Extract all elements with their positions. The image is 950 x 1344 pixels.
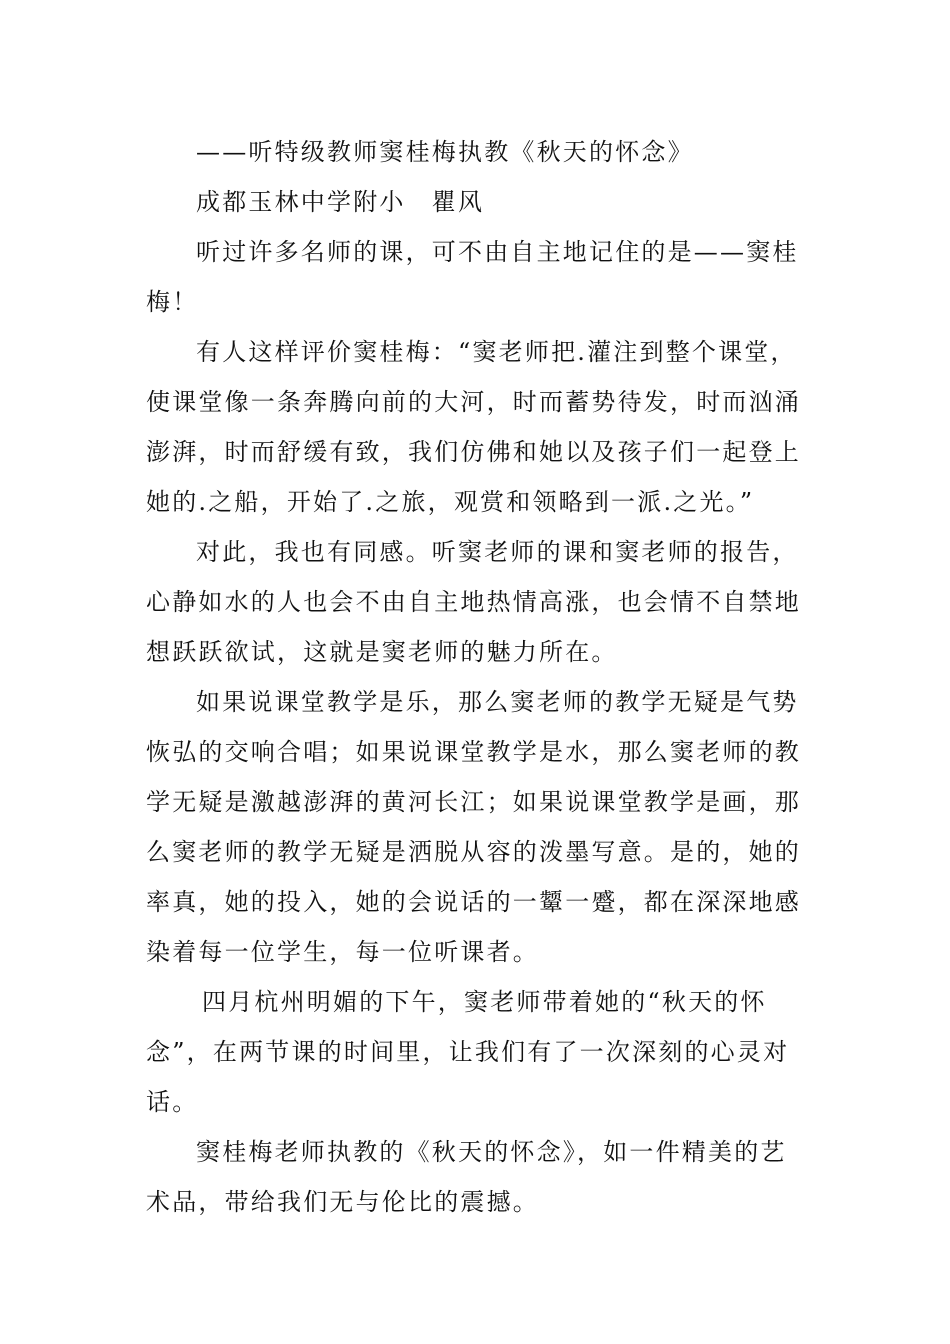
paragraph-5-line-2: 念”，在两节课的时间里，让我们有了一次深刻的心灵对 bbox=[146, 1038, 790, 1066]
paragraph-2-line-2: 使课堂像一条奔腾向前的大河，时而蓄势待发，时而汹涌 bbox=[146, 388, 801, 416]
subtitle: ——听特级教师窦桂梅执教《秋天的怀念》 bbox=[196, 138, 694, 166]
paragraph-3-line-3: 想跃跃欲试，这就是窦老师的魅力所在。 bbox=[146, 638, 618, 666]
paragraph-2-line-3: 澎湃，时而舒缓有致，我们仿佛和她以及孩子们一起登上 bbox=[146, 438, 801, 466]
paragraph-4-line-4: 么窦老师的教学无疑是洒脱从容的泼墨写意。是的，她的 bbox=[146, 838, 801, 866]
paragraph-5-line-1: 四月杭州明媚的下午，窦老师带着她的“秋天的怀 bbox=[202, 988, 767, 1016]
paragraph-6-line-1: 窦桂梅老师执教的《秋天的怀念》，如一件精美的艺 bbox=[196, 1138, 787, 1166]
paragraph-5-line-3: 话。 bbox=[146, 1088, 199, 1116]
paragraph-4-line-6: 染着每一位学生，每一位听课者。 bbox=[146, 938, 539, 966]
paragraph-1-line-1: 听过许多名师的课，可不由自主地记住的是——窦桂 bbox=[196, 238, 799, 266]
paragraph-1-line-2: 梅！ bbox=[146, 288, 199, 316]
paragraph-3-line-2: 心静如水的人也会不由自主地热情高涨，也会情不自禁地 bbox=[146, 588, 801, 616]
paragraph-6-line-2: 术品，带给我们无与伦比的震撼。 bbox=[146, 1188, 539, 1216]
paragraph-4-line-5: 率真，她的投入，她的会说话的一颦一蹙，都在深深地感 bbox=[146, 888, 801, 916]
paragraph-2-line-4: 她的.之船，开始了.之旅，观赏和领略到一派.之光。” bbox=[146, 488, 755, 516]
author-line: 成都玉林中学附小 瞿风 bbox=[196, 188, 485, 216]
document-body bbox=[146, 127, 808, 1227]
paragraph-2-line-1: 有人这样评价窦桂梅：“窦老师把.灌注到整个课堂， bbox=[196, 338, 797, 366]
paragraph-3-line-1: 对此，我也有同感。听窦老师的课和窦老师的报告， bbox=[196, 538, 799, 566]
paragraph-4-line-2: 恢弘的交响合唱；如果说课堂教学是水，那么窦老师的教 bbox=[146, 738, 801, 766]
paragraph-4-line-3: 学无疑是激越澎湃的黄河长江；如果说课堂教学是画，那 bbox=[146, 788, 801, 816]
paragraph-4-line-1: 如果说课堂教学是乐，那么窦老师的教学无疑是气势 bbox=[196, 688, 799, 716]
